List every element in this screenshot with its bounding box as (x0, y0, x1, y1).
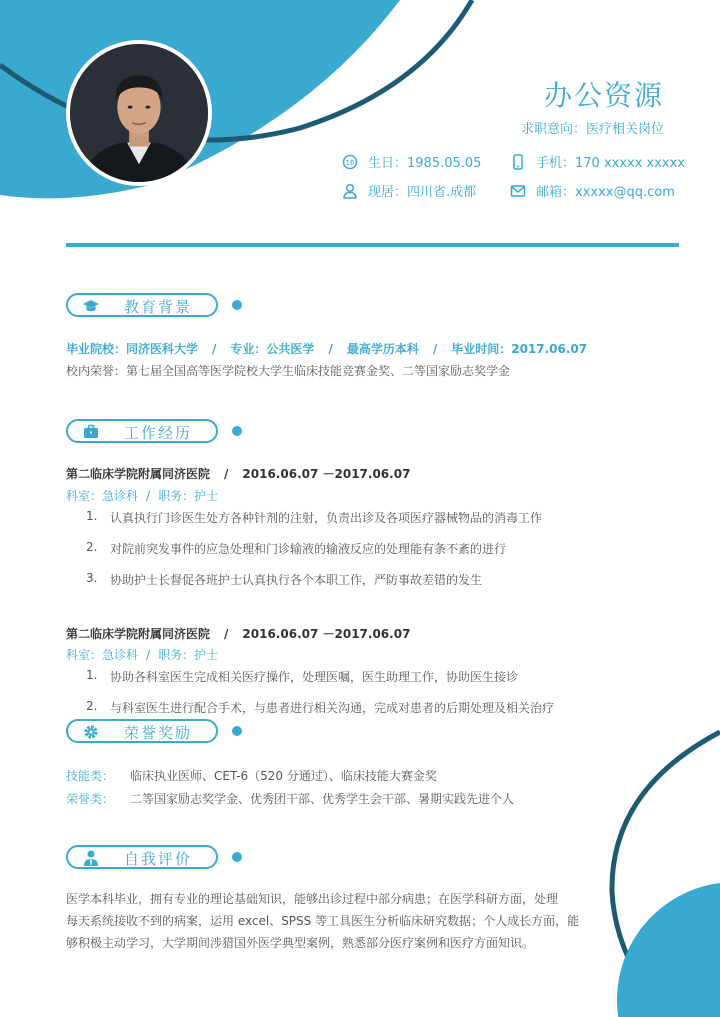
email-text: 邮箱：xxxxx@qq.com (536, 185, 675, 200)
work-company-2: 第二临床学院附属同济医院 / 2016.06.07 －2017.06.07 (66, 627, 411, 641)
section-dot (232, 852, 242, 862)
work-company-1: 第二临床学院附属同济医院 / 2016.06.07 －2017.06.07 (66, 467, 411, 481)
svg-text:16: 16 (345, 158, 355, 167)
phone-info (510, 152, 685, 171)
residence-text: 现居：四川省.成都 (368, 185, 477, 200)
section-title-self: 自我评价 (66, 845, 218, 869)
list-item-number: 2. (86, 699, 98, 713)
list-item: 对院前突发事件的应急处理和门诊输液的输液反应的处理能有条不紊的进行 (110, 542, 507, 556)
avatar (70, 44, 208, 182)
award-honors: 荣誉类： 二等国家励志奖学金、优秀团干部、优秀学生会干部、暑期实践先进个人 (66, 792, 515, 806)
header-divider (66, 243, 679, 247)
person-icon (342, 183, 358, 199)
mobile-phone-icon (510, 154, 526, 170)
envelope-icon (510, 183, 526, 199)
gear-icon (82, 723, 100, 741)
list-item-number: 3. (86, 571, 98, 585)
profile-photo (66, 40, 212, 186)
section-title-education: 教育背景 (66, 293, 218, 317)
list-item: 与科室医生进行配合手术，与患者进行相关沟通，完成对患者的后期处理及相关治疗 (110, 701, 555, 715)
list-item: 协助各科室医生完成相关医疗操作，处理医嘱，医生助理工作，协助医生接诊 (110, 670, 519, 684)
education-honors: 校内荣誉：第七届全国高等医学院校大学生临床技能竞赛金奖、二等国家励志奖学金 (66, 364, 511, 378)
award-skills: 技能类： 临床执业医师、CET-6（520 分通过）、临床技能大赛金奖 (66, 769, 437, 783)
cake-icon (342, 154, 358, 170)
briefcase-icon (82, 423, 100, 441)
birthday-info (342, 152, 481, 171)
section-title-awards: 荣誉奖励 (66, 719, 218, 743)
graduation-cap-icon (82, 297, 100, 315)
work-role-2: 科室：急诊科 / 职务：护士 (66, 648, 219, 662)
section-dot (232, 426, 242, 436)
candidate-name: 办公资源 (543, 79, 664, 112)
job-intent: 求职意向：医疗相关岗位 (520, 122, 664, 137)
list-item-number: 1. (86, 509, 98, 523)
list-item-number: 1. (86, 668, 98, 682)
self-evaluation-text: 医学本科毕业，拥有专业的理论基础知识，能够出诊过程中部分病患；在医学科研方面，处理 每天系统接收不到的病案，运用 excel、SPSS 等工具医生分析临床研究数据；个人成长方面，能 够积极主动学习，大学期间涉猎国外医学典型案例，熟悉部分医疗案例和医疗方面知识。 (66, 892, 580, 950)
email-info (510, 181, 675, 200)
phone-text: 手机：170 xxxxx xxxxx (536, 156, 686, 171)
work-role-1: 科室：急诊科 / 职务：护士 (66, 489, 219, 503)
section-dot (232, 726, 242, 736)
bottom-circle-shape (617, 882, 720, 1017)
section-title-work: 工作经历 (66, 419, 218, 443)
residence-info (342, 181, 476, 200)
list-item-number: 2. (86, 540, 98, 554)
list-item: 认真执行门诊医生处方各种针剂的注射，负责出诊及各项医疗器械物品的消毒工作 (110, 511, 543, 525)
education-summary: 毕业院校：同济医科大学 / 专业：公共医学 / 最高学历本科 / 毕业时间：2017.06.07 (66, 342, 588, 356)
section-dot (232, 300, 242, 310)
user-icon (82, 849, 100, 867)
birthday-text: 生日：1985.05.05 (368, 156, 482, 171)
list-item: 协助护士长督促各班护士认真执行各个本职工作，严防事故差错的发生 (110, 573, 483, 587)
